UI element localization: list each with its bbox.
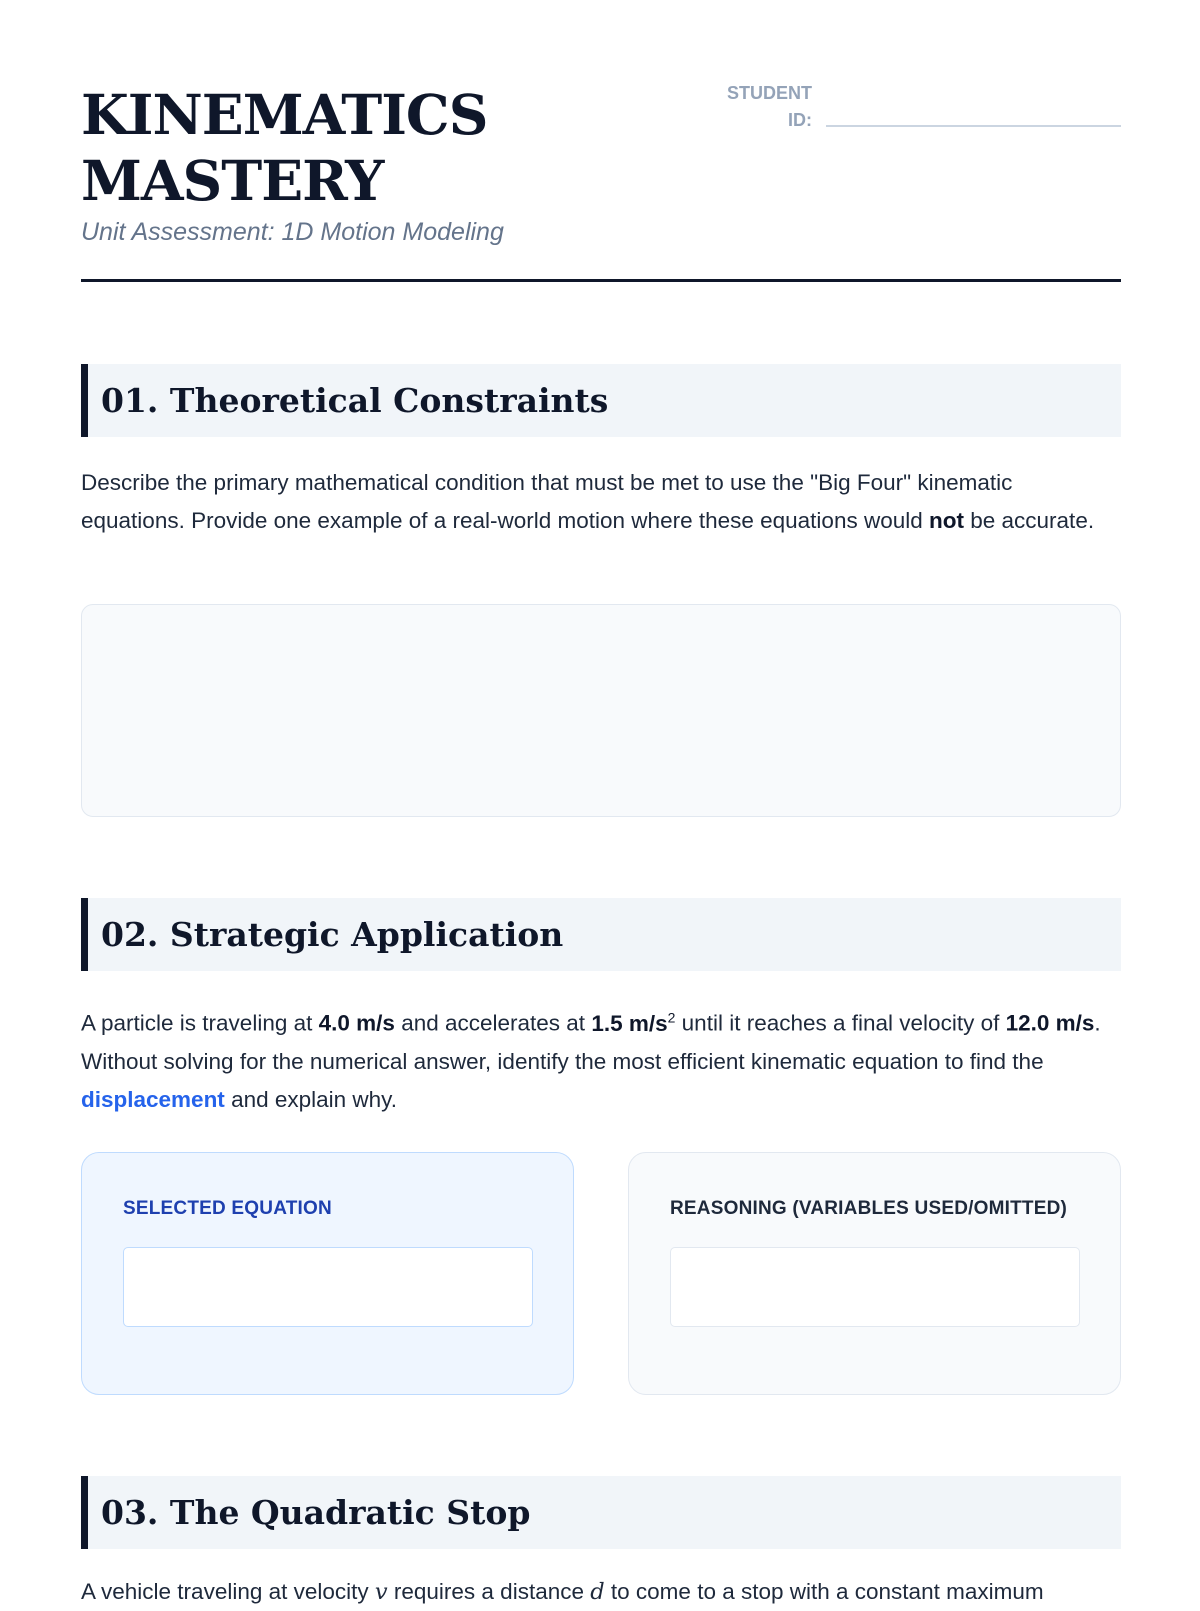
title-line-1: KINEMATICS [81, 82, 488, 147]
selected-equation-input[interactable] [123, 1247, 533, 1327]
prompt-text: until it reaches a final velocity of [675, 1010, 1006, 1036]
prompt-text: and explain why. [224, 1086, 398, 1112]
student-id-label: STUDENT ID: [727, 83, 812, 130]
prompt-text: requires a distance [387, 1579, 591, 1604]
prompt-text: Describe the primary mathematical condition that must be met to use the "Big Four" kinematic equations. Provide one example of a real-world motion where these equations would [81, 470, 1013, 533]
displacement-highlight: displacement [81, 1086, 225, 1112]
reasoning-label: REASONING (VARIABLES USED/OMITTED) [670, 1198, 1068, 1219]
section-1-header [81, 364, 1121, 437]
prompt-text: and accelerates at [394, 1010, 592, 1036]
student-id-field [711, 80, 1121, 132]
variable-d: d [590, 1579, 605, 1605]
prompt-text: A vehicle traveling at velocity [81, 1579, 375, 1604]
page-subtitle: Unit Assessment: 1D Motion Modeling [81, 218, 504, 246]
prompt-text: to come to a stop with a constant maximum [604, 1579, 1044, 1604]
section-3-prompt [81, 1573, 1121, 1611]
final-velocity-value: 12.0 m/s [1005, 1010, 1095, 1036]
header-divider [81, 279, 1121, 282]
section-3-heading: 03. The Quadratic Stop [101, 1493, 531, 1532]
section-1-answer-area[interactable] [81, 604, 1121, 817]
reasoning-card [628, 1152, 1121, 1395]
variable-v: v [374, 1579, 388, 1605]
selected-equation-label: SELECTED EQUATION [123, 1198, 332, 1219]
reasoning-input[interactable] [670, 1247, 1080, 1327]
acceleration-value [591, 1011, 675, 1036]
acceleration-unit: 1.5 m/s [591, 1010, 668, 1036]
prompt-text: be accurate. [964, 508, 1095, 533]
initial-velocity-value: 4.0 m/s [318, 1010, 395, 1036]
section-1-prompt [81, 464, 1121, 540]
section-2-heading: 02. Strategic Application [101, 915, 564, 954]
section-1-heading: 01. Theoretical Constraints [101, 381, 609, 420]
prompt-text: . Without solving for the numerical answer, identify the most efficient kinematic equation to find the [81, 1010, 1101, 1074]
title-line-2: MASTERY [81, 148, 384, 213]
section-2-header [81, 898, 1121, 971]
acceleration-exponent: 2 [667, 1009, 676, 1025]
section-2-prompt [81, 998, 1121, 1119]
selected-equation-card [81, 1152, 574, 1395]
page-title [81, 82, 641, 214]
prompt-text: A particle is traveling at [81, 1010, 319, 1036]
section-3-header [81, 1476, 1121, 1549]
student-id-input-line[interactable] [826, 125, 1121, 127]
prompt-emphasis: not [929, 508, 964, 533]
